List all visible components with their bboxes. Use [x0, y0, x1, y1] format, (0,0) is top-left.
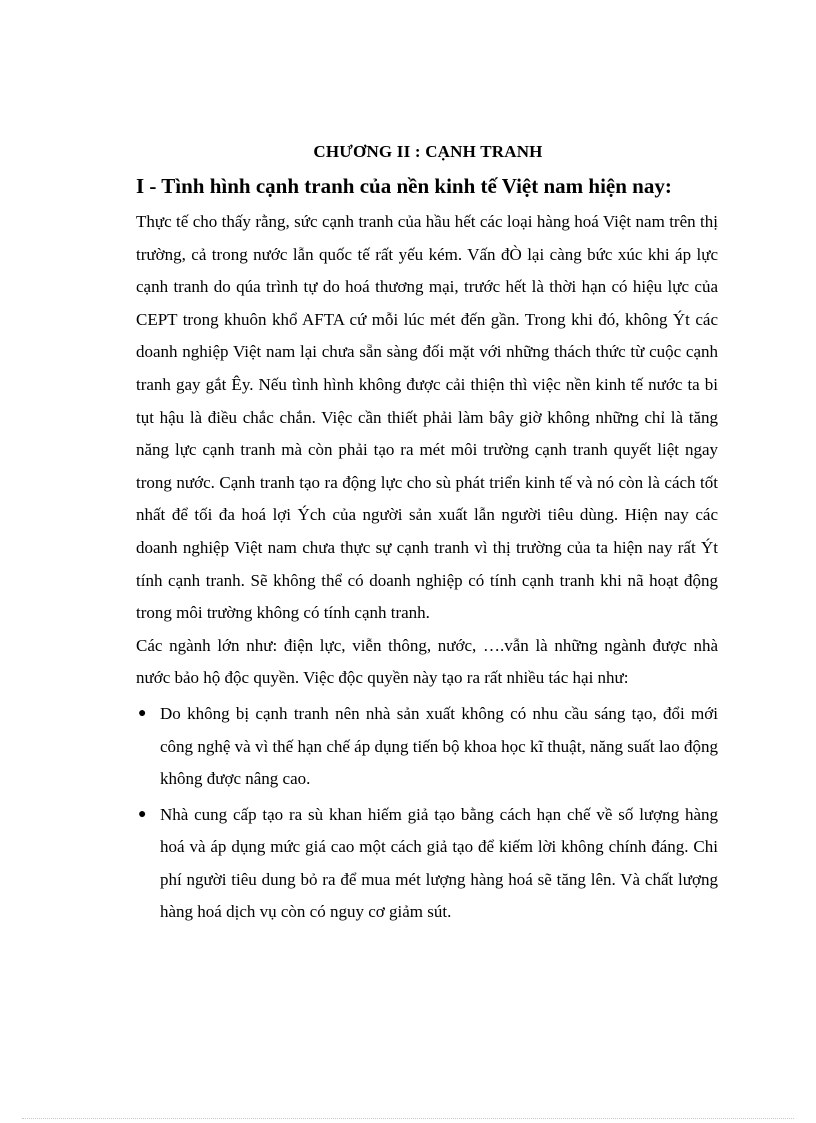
list-item-text: Do không bị cạnh tranh nên nhà sản xuất không có nhu cầu sáng tạo, đổi mới công nghệ và vì thế hạn chế áp dụng tiến bộ khoa học kĩ thuật, năng suất lao động không được nâng cao.	[160, 703, 718, 789]
paragraph-intro: Thực tế cho thấy rằng, sức cạnh tranh của hầu hết các loại hàng hoá Việt nam trên thị trường, cả trong nước lẫn quốc tế rất yếu kém. Vấn đÒ lại càng bức xúc khi áp lực cạnh tranh do qúa trình tự do hoá thương mại, trước hết là thời hạn có hiệu lực của CEPT trong khuôn khổ AFTA cứ mỗi lúc mét đến gần. Trong khi đó, không Ýt các doanh nghiệp Việt nam lại chưa sẵn sàng đối mặt với những thách thức từ cuộc cạnh tranh gay gắt Êy. Nếu tình hình không được cải thiện thì việc nền kinh tế nước ta bi tụt hậu là điều chắc chắn. Việc cần thiết phải làm bây giờ không những chỉ là tăng năng lực cạnh tranh mà còn phải tạo ra mét môi trường cạnh tranh quyết liệt ngay trong nước. Cạnh tranh tạo ra động lực cho sù phát triển kinh tế và nó còn là cách tốt nhất để tối đa hoá lợi Ých của người sản xuất lẫn người tiêu dùng. Hiện nay các doanh nghiệp Việt nam chưa thực sự cạnh tranh vì thị trường của ta hiện nay rất Ýt tính cạnh tranh. Sẽ không thể có doanh nghiệp có tính cạnh tranh khi nã hoạt động trong môi trường không có tính cạnh tranh.	[136, 212, 718, 623]
body-text	[136, 206, 718, 932]
chapter-title: CHƯƠNG II : CẠNH TRANH	[313, 142, 543, 161]
section-heading: I - Tình hình cạnh tranh của nền kinh tế Việt nam hiện nay:	[136, 174, 672, 198]
list-item	[136, 799, 718, 929]
list-item-text: Nhà cung cấp tạo ra sù khan hiếm giả tạo bằng cách hạn chế về số lượng hàng hoá và áp dụng mức giá cao một cách giả tạo để kiếm lời không chính đáng. Chi phí người tiêu dung bỏ ra để mua mét lượng hàng hoá sẽ tăng lên. Và chất lượng hàng hoá dịch vụ còn có nguy cơ giảm sút.	[160, 804, 718, 922]
paragraph-monopoly: Các ngành lớn như: điện lực, viễn thông, nước, ….vẫn là những ngành được nhà nước bảo hộ độc quyền. Việc độc quyền này tạo ra rất nhiều tác hại như:	[136, 635, 718, 688]
bullet-icon: ●	[138, 806, 147, 822]
harm-list	[136, 698, 718, 929]
bullet-icon: ●	[138, 705, 147, 721]
list-item	[136, 698, 718, 796]
page-bottom-rule	[22, 1118, 794, 1119]
